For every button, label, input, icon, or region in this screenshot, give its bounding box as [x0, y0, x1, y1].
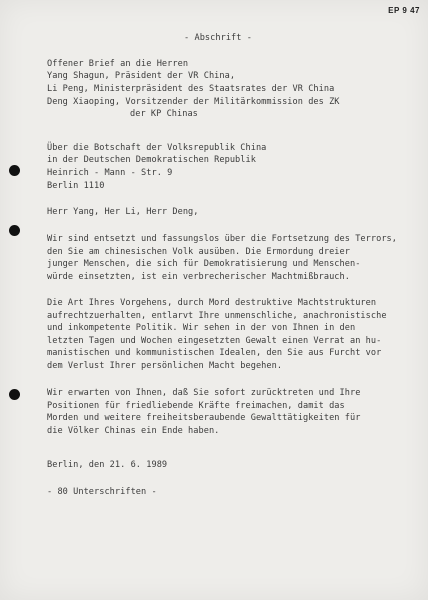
paragraph1-line: den Sie am chinesischen Volk ausüben. Die Ermordung dreier: [47, 247, 350, 257]
paragraph2-line: aufrechtzuerhalten, entlarvt Ihre unmenschliche, anachronistische: [47, 311, 387, 321]
paragraph1-line: würde einsetzten, ist ein verbrecherischer Machtmißbrauch.: [47, 272, 350, 282]
via-line: Heinrich - Mann - Str. 9: [47, 168, 173, 178]
paragraph2-line: Die Art Ihres Vorgehens, durch Mord destruktive Machtstrukturen: [47, 298, 377, 308]
date-line: Berlin, den 21. 6. 1989: [47, 460, 168, 470]
address-line: Li Peng, Ministerpräsident des Staatsrates der VR China: [47, 84, 335, 94]
signatures-count: - 80 Unterschriften -: [47, 487, 157, 497]
paragraph3-line: die Völker Chinas ein Ende haben.: [47, 426, 220, 436]
document-heading: - Abschrift -: [184, 33, 252, 43]
address-line: der KP Chinas: [130, 109, 198, 119]
salutation: Herr Yang, Her Li, Herr Deng,: [47, 207, 199, 217]
paragraph2-line: manistischen und kommunistischen Idealen, den Sie aus Furcht vor: [47, 348, 382, 358]
archive-reference: EP 9 47: [388, 6, 420, 15]
address-line: Deng Xiaoping, Vorsitzender der Militärkommission des ZK: [47, 97, 340, 107]
via-line: in der Deutschen Demokratischen Republik: [47, 155, 256, 165]
paragraph1-line: Wir sind entsetzt und fassungslos über die Fortsetzung des Terrors,: [47, 234, 397, 244]
paragraph2-line: und inkompetente Politik. Wir sehen in der von Ihnen in den: [47, 323, 356, 333]
paragraph1-line: junger Menschen, die sich für Demokratisierung und Menschen-: [47, 259, 361, 269]
punch-hole-1: [9, 165, 20, 176]
address-line: Offener Brief an die Herren: [47, 59, 189, 69]
punch-hole-3: [9, 389, 20, 400]
via-line: Berlin 1110: [47, 181, 105, 191]
address-line: Yang Shagun, Präsident der VR China,: [47, 71, 236, 81]
paragraph3-line: Morden und weitere freiheitsberaubende Gewalttätigkeiten für: [47, 413, 361, 423]
via-line: Über die Botschaft der Volksrepublik China: [47, 143, 267, 153]
punch-hole-2: [9, 225, 20, 236]
paragraph3-line: Positionen für friedliebende Kräfte freimachen, damit das: [47, 401, 345, 411]
paragraph2-line: letzten Tagen und Wochen eingesetzten Gewalt einen Verrat an hu-: [47, 336, 382, 346]
paragraph3-line: Wir erwarten von Ihnen, daß Sie sofort zurücktreten und Ihre: [47, 388, 361, 398]
paragraph2-line: dem Verlust Ihrer persönlichen Macht begehen.: [47, 361, 283, 371]
